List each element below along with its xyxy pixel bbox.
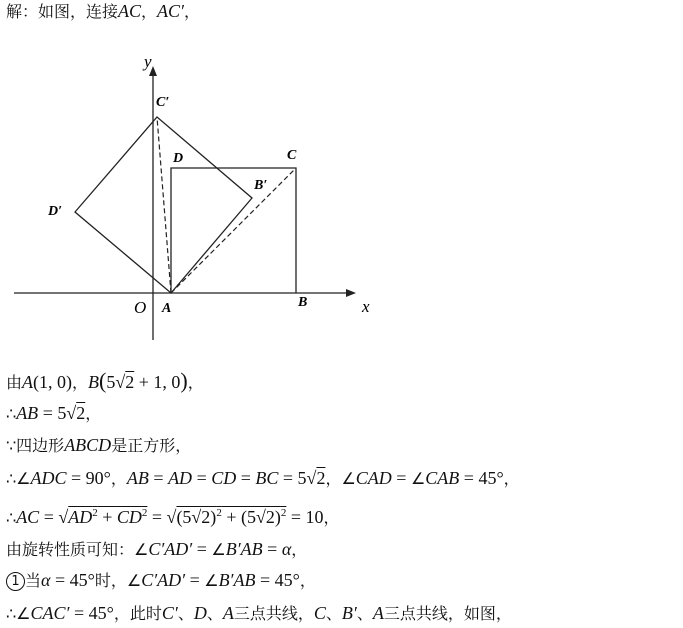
label-d-prime: D′ — [48, 204, 63, 219]
label-b-prime: B′ — [254, 178, 268, 193]
text-line-case-1: 1 当α = 45°时，∠C′AD′ = ∠B′AB = 45°， — [6, 570, 316, 591]
label-c-prime: C′ — [156, 95, 170, 110]
text-line-ab: ∴AB = 5√2， — [6, 403, 102, 423]
label-a: A — [162, 301, 172, 316]
label-y: y — [144, 52, 152, 71]
geometry-figure — [0, 45, 420, 345]
x-axis-arrow-icon — [346, 289, 356, 297]
text-line-collinear: ∴∠CAC′ = 45°，此时C′、D、A三点共线，C、B′、A三点共线，如图， — [6, 603, 512, 623]
text-line-rotation: 由旋转性质可知：∠C′AD′ = ∠B′AB = α， — [6, 539, 308, 559]
label-d: D — [173, 151, 184, 166]
label-c: C — [287, 148, 297, 163]
label-x: x — [362, 297, 370, 316]
label-b: B — [298, 295, 308, 310]
label-o: O — [134, 298, 147, 317]
segment-ac-prime — [157, 117, 171, 293]
text-line-coordinates: 由A(1, 0)，B(5√2 + 1, 0)， — [6, 368, 204, 393]
text-line-ac: ∴AC = $√AD^2 + CD^2 = √(5√2)^2 + (5√2)^2 = 10$， — [6, 507, 340, 527]
text-line-square: ∵四边形ABCD是正方形， — [6, 435, 192, 455]
text-line-intro: 解：如图，连接AC，AC′， — [6, 1, 201, 21]
circled-one-icon: 1 — [6, 572, 25, 591]
text-line-angles: ∴∠ADC = 90°，AB = AD = CD = BC = 5√2，∠CAD = ∠CAB = 45°， — [6, 468, 520, 488]
segment-ac — [171, 168, 296, 293]
